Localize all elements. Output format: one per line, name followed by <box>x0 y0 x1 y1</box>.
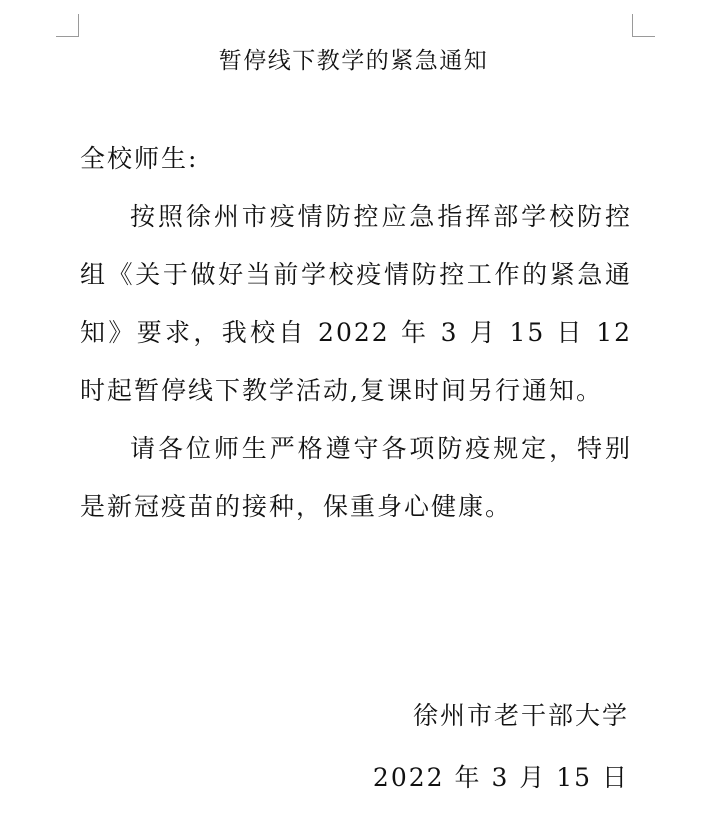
paragraph-reminder: 请各位师生严格遵守各项防疫规定，特别是新冠疫苗的接种，保重身心健康。 <box>80 434 632 521</box>
crop-mark-top-left <box>56 14 79 37</box>
signature-date: 2022 年 3 月 15 日 <box>372 763 629 792</box>
crop-mark-top-right <box>632 14 655 37</box>
salutation: 全校师生: <box>80 144 199 173</box>
document-body <box>80 130 632 536</box>
document-title: 暂停线下教学的紧急通知 <box>218 48 489 74</box>
signature-organization: 徐州市老干部大学 <box>412 701 629 730</box>
paragraph-notice: 按照徐州市疫情防控应急指挥部学校防控组《关于做好当前学校疫情防控工作的紧急通知》要求，我校自 2022 年 3 月 15 日 12 时起暂停线下教学活动,复课时间另行通知。 <box>80 202 632 405</box>
